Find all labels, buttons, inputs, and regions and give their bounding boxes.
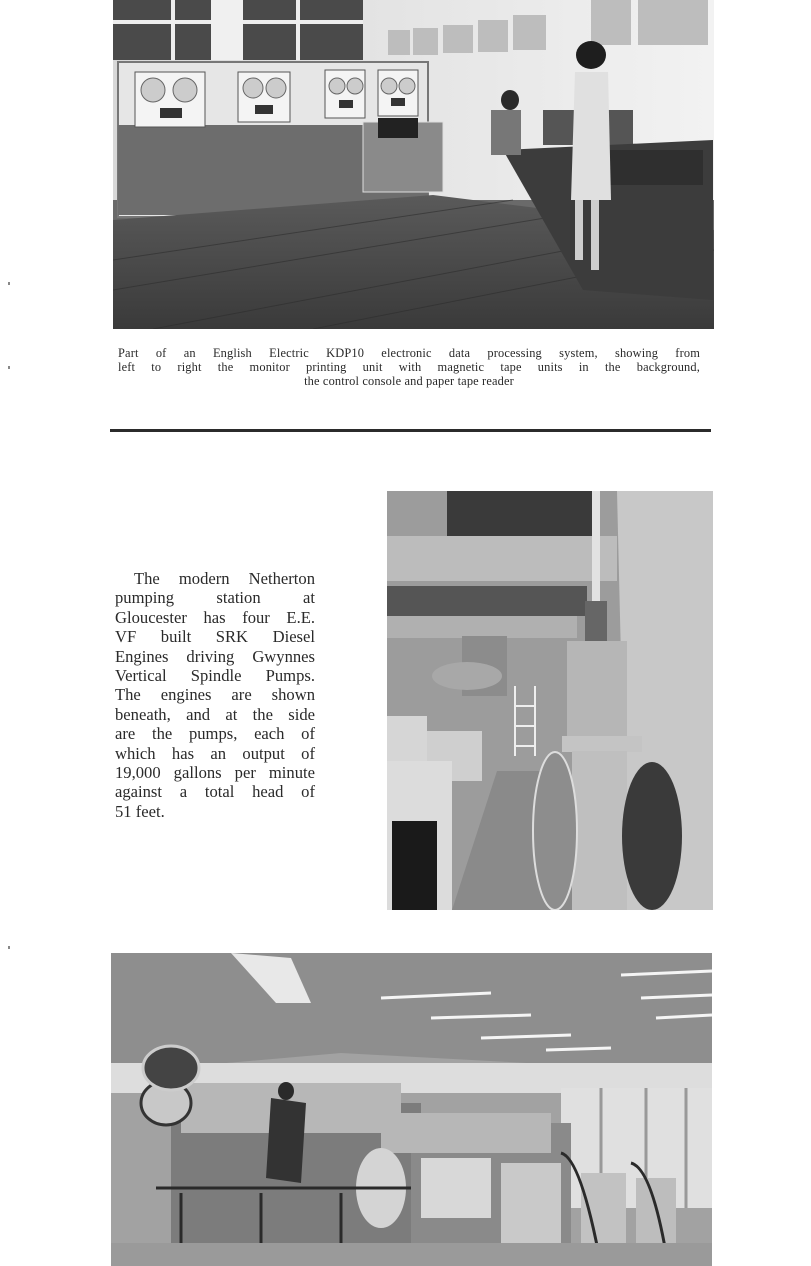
body-line: The modern Netherton — [134, 569, 315, 588]
caption-line: Part of an English Electric KDP10 electronic data processing system, showing from — [118, 346, 700, 360]
scan-speck — [8, 946, 10, 949]
body-line: The engines are shown — [115, 685, 315, 705]
scan-speck — [8, 282, 10, 285]
body-line: VF built SRK Diesel — [115, 627, 315, 647]
body-line: beneath, and at the side — [115, 704, 315, 724]
photo-engine-hall — [111, 953, 712, 1266]
body-line: pumping station at — [115, 588, 315, 608]
computer-room-illustration — [113, 0, 714, 329]
scan-speck — [8, 366, 10, 369]
body-line: which has an output of — [115, 743, 315, 763]
photo-pump-gallery — [387, 491, 713, 910]
body-line: against a total head of — [115, 782, 315, 802]
photo-computer-room — [113, 0, 714, 329]
body-line: 19,000 gallons per minute — [115, 763, 315, 783]
body-line: 51 feet. — [115, 801, 165, 821]
engine-hall-illustration — [111, 953, 712, 1266]
caption-line: the control console and paper tape reader — [304, 374, 514, 388]
photo-caption — [118, 346, 700, 388]
section-divider — [110, 429, 711, 432]
body-line: Engines driving Gwynnes — [115, 646, 315, 666]
body-line: Gloucester has four E.E. — [115, 607, 315, 627]
body-line: are the pumps, each of — [115, 724, 315, 744]
pump-gallery-illustration — [387, 491, 713, 910]
body-line: Vertical Spindle Pumps. — [115, 666, 315, 686]
caption-line: left to right the monitor printing unit with magnetic tape units in the background, — [118, 360, 700, 374]
body-paragraph — [115, 569, 315, 821]
